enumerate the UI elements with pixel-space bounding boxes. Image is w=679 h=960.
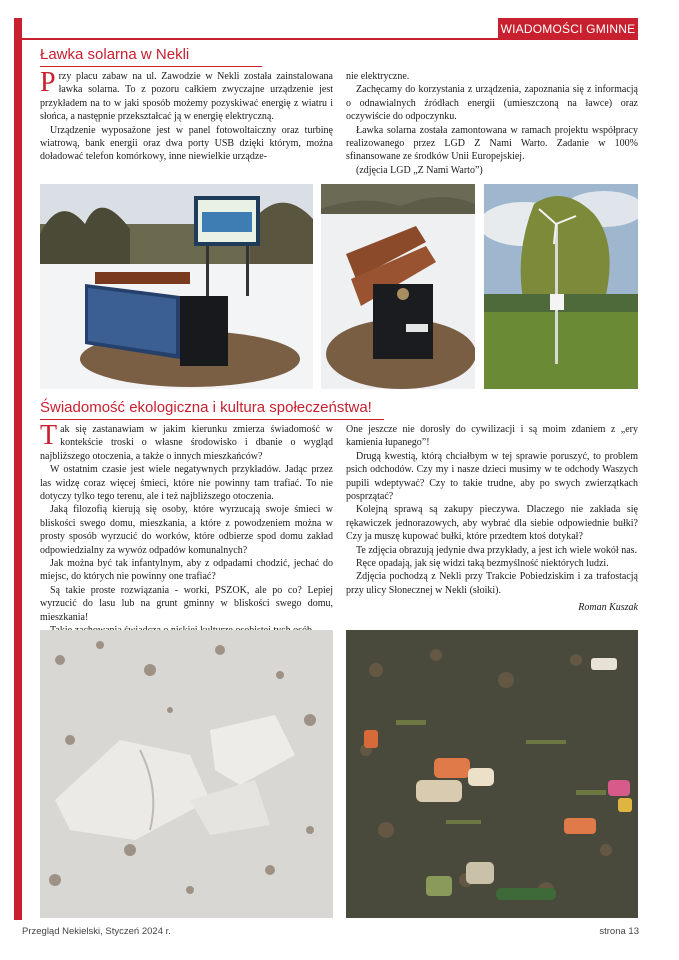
article2-paragraph: Zdjęcia pochodzą z Nekli przy Trakcie Pobiedziskim i za trafostacją przy ulicy Słonecznej w Nekli (słoiki). bbox=[346, 571, 638, 596]
article1-paragraph: nie elektryczne. bbox=[346, 71, 410, 82]
article2-paragraph: Jak można być tak infantylnym, aby z odpadami chodzić, jechać do miejsc, do których nie powinny one trafiać? bbox=[40, 558, 333, 583]
photo-solar-bench-closeup bbox=[321, 184, 475, 389]
article1-title: Ławka solarna w Nekli bbox=[40, 46, 190, 63]
article1-column-2 bbox=[346, 70, 638, 177]
article2-paragraph: Są takie proste rozwiązania - worki, PSZOK, ale po co? Lepiej wyrzucić do lasu lub na grunt gminny w bliskości swego domu, mieszkania! bbox=[40, 584, 333, 623]
article2-paragraph bbox=[40, 420, 333, 463]
photo-discarded-jars bbox=[346, 630, 638, 918]
article2-paragraph: Ręce opadają, jak się widzi taką bezmyślność niektórych ludzi. bbox=[356, 558, 609, 570]
footer-page-number: strona 13 bbox=[599, 926, 639, 937]
article1-paragraph: Ławka solarna została zamontowana w ramach projektu współpracy realizowanego przez LGD Z Nami Warto. Zadanie w 100% sfinansowane ze środków Unii Europejskiej. bbox=[346, 124, 638, 163]
header-rule bbox=[22, 38, 498, 40]
article2-paragraph: One jeszcze nie dorosły do cywilizacji i są moim zdaniem z „ery kamienia łupanego”! bbox=[346, 424, 638, 449]
article1-text: rzy placu zabaw na ul. Zawodzie w Nekli została zainstalowana ławka solarna. To z pozoru całkiem zwyczajne urządzenie jest przykładem na to w jaki sposób możemy pozyskiwać energię z wiatru i słońca, a następnie przekształcać ją w energię elektryczną. bbox=[40, 71, 333, 123]
photo-credit: (zdjęcia LGD „Z Nami Warto”) bbox=[356, 164, 483, 176]
article1-paragraph bbox=[40, 67, 333, 124]
article2-title-rule bbox=[40, 419, 384, 420]
article1-dropcap: P bbox=[40, 67, 56, 98]
article2-paragraph: Kolejną sprawą są zakupy pieczywa. Dlaczego nie zakłada się rękawiczek jednorazowych, aby wybrać dla siebie odpowiednie bułki? Czy ja muszę kupować bułki, które przedtem ktoś dotykał? bbox=[346, 504, 638, 543]
article2-dropcap: T bbox=[40, 420, 58, 451]
article1-paragraph: Urządzenie wyposażone jest w panel fotowoltaiczny oraz turbinę wiatrową, bank energii oraz dwa porty USB dzięki którym, można doładować telefon komórkowy, inne niewielkie urządze- bbox=[40, 124, 333, 163]
photo-wind-turbine bbox=[484, 184, 638, 389]
article2-column-1 bbox=[40, 420, 333, 638]
section-tag: WIADOMOŚCI GMINNE bbox=[498, 18, 638, 40]
article2-paragraph: Te zdjęcia obrazują jedynie dwa przykłady, a jest ich wiele wokół nas. bbox=[356, 544, 638, 556]
article2-paragraph: Drugą kwestią, którą chciałbym w tej sprawie poruszyć, to problem psich odchodów. Czy my i nasze dzieci musimy w te odchody Waszych pupili wdeptywać? Czy to takie trudne, aby po swych zwierzątkach posprzątać? bbox=[346, 450, 638, 503]
article1-title-rule bbox=[40, 66, 262, 67]
footer-publication: Przegląd Nekielski, Styczeń 2024 r. bbox=[22, 926, 171, 937]
article2-paragraph: Jaką filozofią kierują się osoby, które wyrzucają swoje śmieci w bliskości swego domu, mieszkania, a które z powodzeniem można w prosty sposób wyrzucić do worków, które odbierze spod domu zakład odpowiedzialny za wywóz odpadów komunalnych? bbox=[40, 504, 333, 556]
article1-column-1 bbox=[40, 67, 333, 164]
article2-text: ak się zastanawiam w jakim kierunku zmierza świadomość w kontekście troski o własne środowisko i dbanie o wygląd najbliższego otoczenia, a także o innych mieszkańców? bbox=[40, 424, 333, 462]
article2-paragraph: W ostatnim czasie jest wiele negatywnych przykładów. Jadąc przez las widzę coraz więcej śmieci, które nie powinny tam trafiać. To nie dotyczy tylko tego terenu, ale i też najbliższego otoczenia. bbox=[40, 464, 333, 503]
left-accent-bar bbox=[14, 18, 22, 920]
article1-paragraph: Zachęcamy do korzystania z urządzenia, zapoznania się z informacją o odnawialnych źródłach energii (umieszczoną na ławce) oraz oczywiście do odpoczynku. bbox=[346, 84, 638, 123]
article2-title: Świadomość ekologiczna i kultura społeczeństwa! bbox=[40, 399, 372, 416]
photo-snow-covered-litter bbox=[40, 630, 333, 918]
article2-column-2 bbox=[346, 423, 638, 615]
article2-author: Roman Kuszak bbox=[578, 602, 638, 614]
photo-solar-bench-with-board bbox=[40, 184, 313, 389]
